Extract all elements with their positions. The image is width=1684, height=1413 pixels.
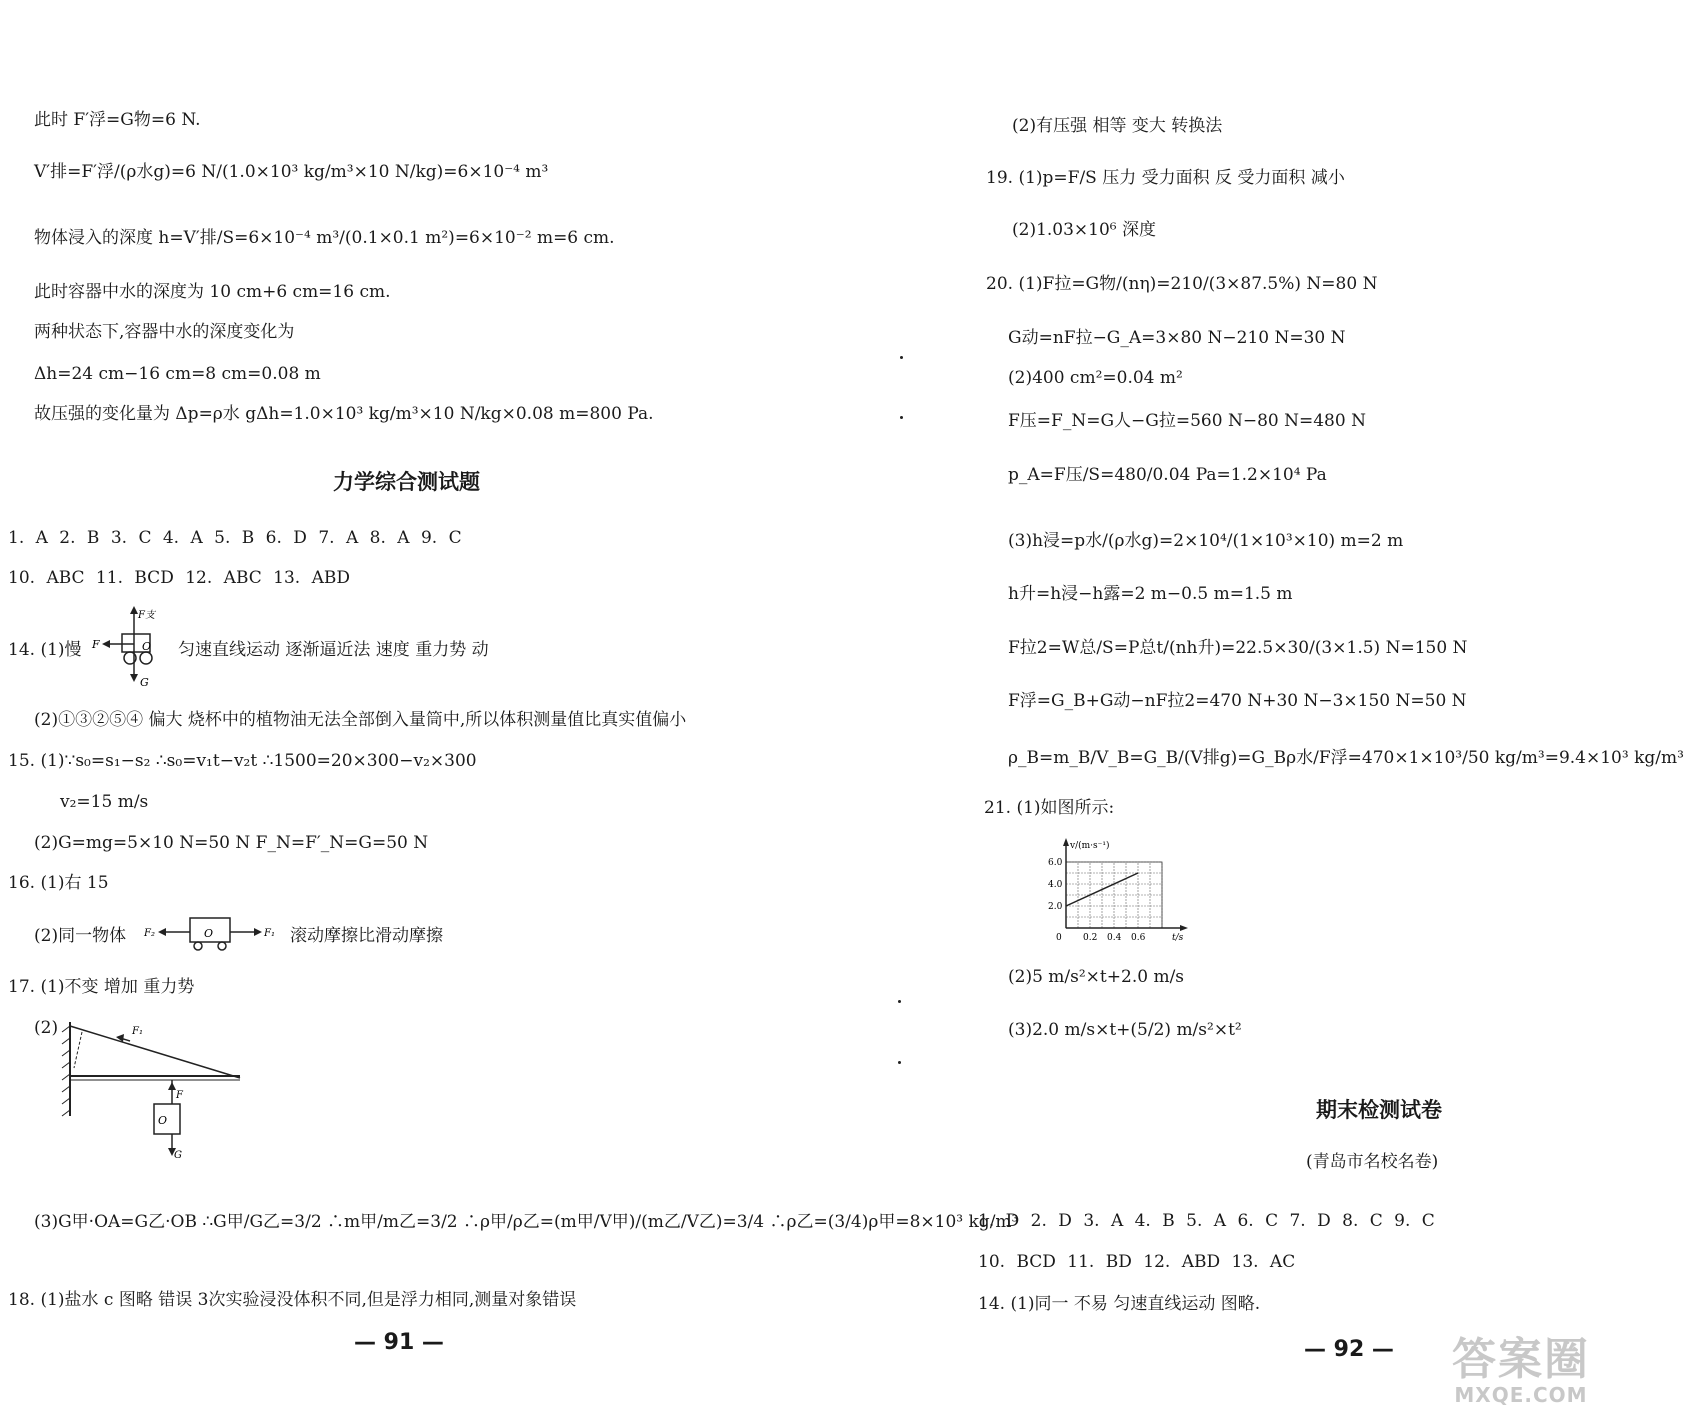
- arrow-right-icon: [254, 928, 262, 936]
- label-f: F: [176, 1090, 183, 1101]
- right-page: [800, 0, 1684, 1413]
- text-line: 19. (1)p=F/S 压力 受力面积 反 受力面积 减小: [986, 168, 1345, 188]
- text-line: 此时 F′浮=G物=6 N.: [34, 110, 201, 130]
- y-tick-labels: [1048, 858, 1063, 912]
- rope: [70, 1026, 240, 1078]
- label-o: O: [204, 927, 214, 940]
- question-15-1: 15. (1)∵s₀=s₁−s₂ ∴s₀=v₁t−v₂t ∴1500=20×300−v₂×300: [8, 751, 477, 771]
- label-f-support: F支: [138, 610, 155, 621]
- question-17-2: (2): [34, 1018, 59, 1038]
- page-number: — 92 —: [1304, 1337, 1394, 1362]
- question-16-2-text: 滚动摩擦比滑动摩擦: [290, 926, 443, 946]
- y-tick-label: 6.0: [1048, 858, 1063, 868]
- label-f2: F₂: [144, 928, 155, 939]
- label-o: O: [142, 640, 152, 653]
- label-g: G: [174, 1150, 182, 1161]
- x-tick-labels: [1056, 933, 1146, 943]
- wheel-icon: [194, 942, 202, 950]
- question-17-3: (3)G甲·OA=G乙·OB ∴G甲/G乙=3/2 ∴m甲/m乙=3/2 ∴ρ甲/ρ乙=(m甲/V甲)/(m乙/V乙)=3/4 ∴ρ乙=(3/4)ρ甲=8×10³ kg/m³: [34, 1212, 1019, 1232]
- question-21-2: (2)5 m/s²×t+2.0 m/s: [1008, 967, 1185, 987]
- text-line: F浮=G_B+G动−nF拉2=470 N+30 N−3×150 N=50 N: [1008, 691, 1467, 711]
- question-15-2: (2)G=mg=5×10 N=50 N F_N=F′_N=G=50 N: [34, 833, 429, 853]
- velocity-time-chart: [1048, 832, 1198, 948]
- arrow-left-icon: [102, 640, 110, 648]
- y-axis-arrow-icon: [1063, 838, 1069, 846]
- x-tick-label: 0.2: [1083, 933, 1098, 943]
- question-14-1: 14. (1)同一 不易 匀速直线运动 图略.: [978, 1294, 1261, 1314]
- text-line: 21. (1)如图所示:: [984, 798, 1115, 818]
- arrow-up-icon: [130, 606, 138, 614]
- text-line: ρ_B=m_B/V_B=G_B/(V排g)=G_Bρ水/F浮=470×1×10³/50 kg/m³=9.4×10³ kg/m³: [1008, 748, 1684, 768]
- text-line: V′排=F′浮/(ρ水g)=6 N/(1.0×10³ kg/m³×10 N/kg)=6×10⁻⁴ m³: [34, 162, 549, 182]
- answer-row: 10. ABC 11. BCD 12. ABC 13. ABD: [8, 568, 350, 588]
- text-line: (3)h浸=p水/(ρ水g)=2×10⁴/(1×10³×10) m=2 m: [1008, 531, 1404, 551]
- question-21-3: (3)2.0 m/s×t+(5/2) m/s²×t²: [1008, 1020, 1242, 1040]
- watermark-logo: [1452, 1334, 1590, 1407]
- label-g: G: [140, 676, 149, 689]
- text-line: 20. (1)F拉=G物/(nη)=210/(3×87.5%) N=80 N: [986, 274, 1378, 294]
- label-f1: F₁: [132, 1026, 143, 1037]
- watermark-text: 答案圈: [1452, 1334, 1590, 1385]
- y-tick-label: 4.0: [1048, 880, 1063, 890]
- text-line: p_A=F压/S=480/0.04 Pa=1.2×10⁴ Pa: [1008, 465, 1327, 485]
- question-14-1: 14. (1)慢: [8, 640, 82, 660]
- text-line: (2)400 cm²=0.04 m²: [1008, 368, 1183, 388]
- text-line: G动=nF拉−G_A=3×80 N−210 N=30 N: [1008, 328, 1346, 348]
- wheel-icon: [140, 652, 152, 664]
- arrow-down-icon: [130, 674, 138, 682]
- text-line: 物体浸入的深度 h=V′排/S=6×10⁻⁴ m³/(0.1×0.1 m²)=6×10⁻² m=6 cm.: [34, 228, 615, 248]
- text-line: F压=F_N=G人−G拉=560 N−80 N=480 N: [1008, 411, 1366, 431]
- section-title: 力学综合测试题: [333, 470, 480, 494]
- question-16-1: 16. (1)右 15: [8, 873, 109, 893]
- question-17-1: 17. (1)不变 增加 重力势: [8, 977, 195, 997]
- text-line: h升=h浸−h露=2 m−0.5 m=1.5 m: [1008, 584, 1293, 604]
- y-axis-label: v/(m·s⁻¹): [1070, 841, 1110, 851]
- text-line: (2)1.03×10⁶ 深度: [1012, 220, 1157, 240]
- text-line: Δh=24 cm−16 cm=8 cm=0.08 m: [34, 364, 321, 384]
- chart-grid: [1066, 862, 1162, 928]
- label-f1: F₁: [264, 928, 275, 939]
- text-line: 故压强的变化量为 Δp=ρ水 gΔh=1.0×10³ kg/m³×10 N/kg×0.08 m=800 Pa.: [34, 404, 654, 424]
- text-line: 两种状态下,容器中水的深度变化为: [34, 322, 295, 342]
- lever-diagram-17: [60, 1012, 250, 1162]
- watermark-url: MXQE.COM: [1454, 1383, 1588, 1407]
- arrow-left-icon: [158, 928, 166, 936]
- answer-row: 1. A 2. B 3. C 4. A 5. B 6. D 7. A 8. A 9. C: [8, 528, 462, 548]
- x-axis-arrow-icon: [1180, 925, 1188, 931]
- question-14-1-text: 匀速直线运动 逐渐逼近法 速度 重力势 动: [178, 640, 489, 660]
- question-18-1: 18. (1)盐水 c 图略 错误 3次实验浸没体积不同,但是浮力相同,测量对象错误: [8, 1290, 577, 1310]
- question-16-2: (2)同一物体: [34, 926, 127, 946]
- question-14-2: (2)①③②⑤④ 偏大 烧杯中的植物油无法全部倒入量筒中,所以体积测量值比真实值偏小: [34, 710, 687, 730]
- label-f: F: [92, 638, 100, 651]
- force-diagram-14: [90, 604, 170, 688]
- x-axis-label: t/s: [1172, 933, 1184, 943]
- page-number: — 91 —: [354, 1330, 444, 1355]
- arrow-up-icon: [168, 1082, 176, 1090]
- series-line: [1066, 873, 1138, 906]
- section-subtitle: (青岛市名校名卷): [1306, 1152, 1439, 1172]
- question-15-v: v₂=15 m/s: [60, 792, 149, 812]
- section-title: 期末检测试卷: [1316, 1098, 1442, 1122]
- text-line: (2)有压强 相等 变大 转换法: [1012, 116, 1223, 136]
- wheel-icon: [218, 942, 226, 950]
- x-tick-label: 0.4: [1107, 933, 1122, 943]
- answer-row: 10. BCD 11. BD 12. ABD 13. AC: [978, 1252, 1296, 1272]
- text-line: F拉2=W总/S=P总t/(nh升)=22.5×30/(3×1.5) N=150 N: [1008, 638, 1468, 658]
- y-tick-label: 2.0: [1048, 902, 1063, 912]
- x-tick-label: 0: [1056, 933, 1062, 943]
- label-o: O: [158, 1114, 168, 1127]
- x-tick-label: 0.6: [1131, 933, 1146, 943]
- text-line: 此时容器中水的深度为 10 cm+6 cm=16 cm.: [34, 282, 391, 302]
- friction-diagram-16: [140, 912, 280, 958]
- answer-row: 1. D 2. D 3. A 4. B 5. A 6. C 7. D 8. C 9. C: [978, 1211, 1435, 1231]
